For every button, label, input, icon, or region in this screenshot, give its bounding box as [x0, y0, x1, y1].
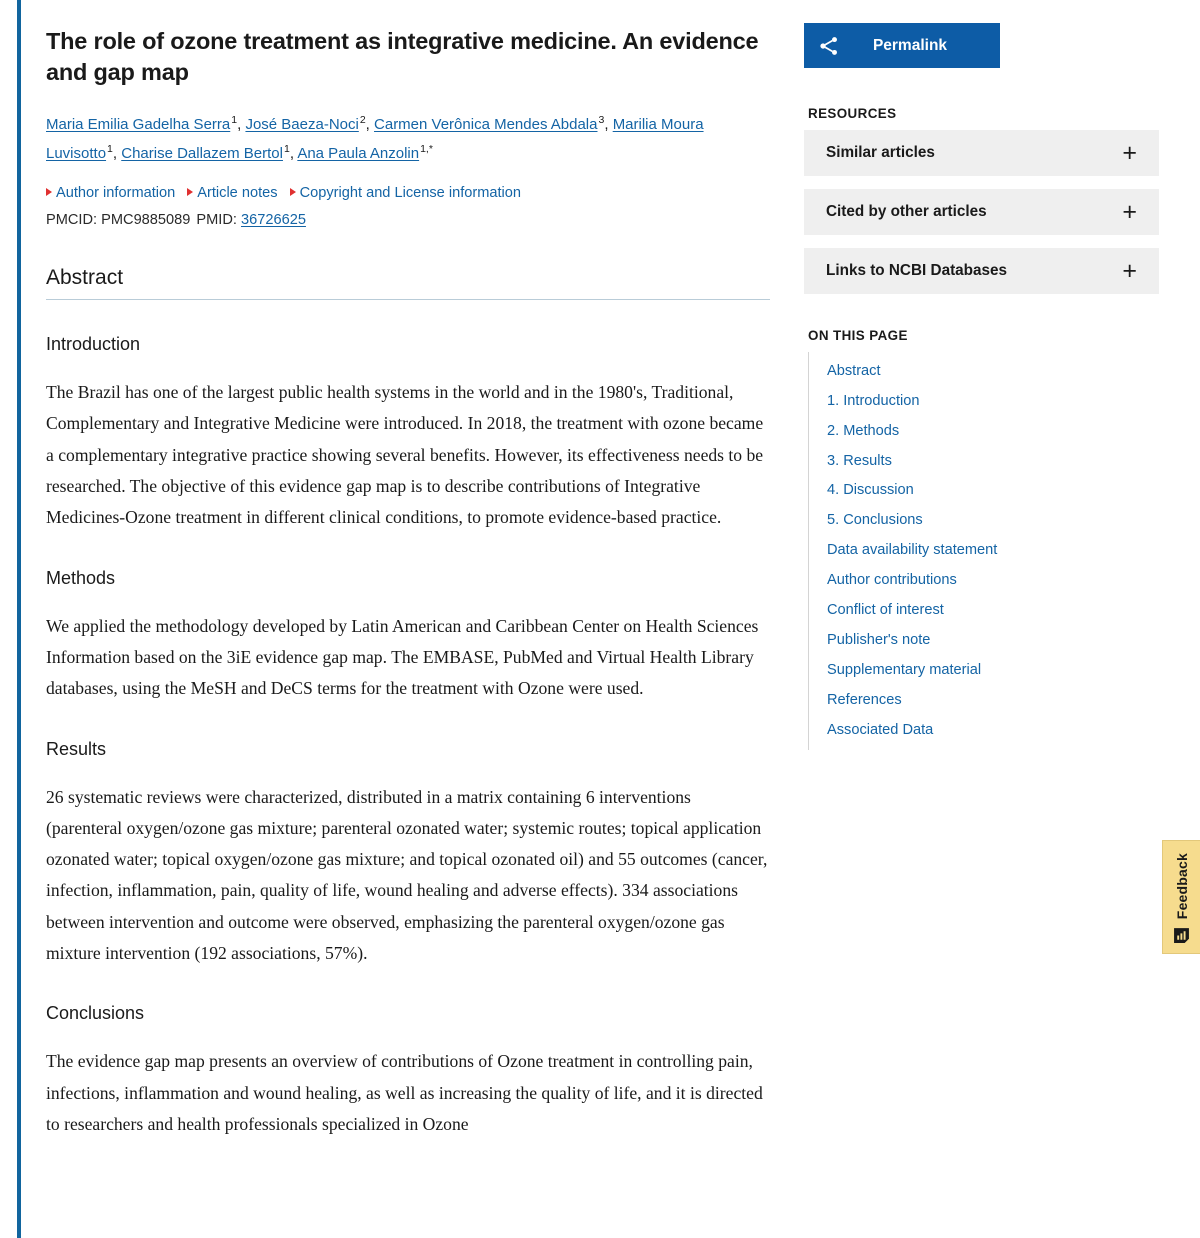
- author-affiliation-marker: 1: [231, 114, 238, 127]
- author-link[interactable]: Carmen Verônica Mendes Abdala: [374, 116, 598, 134]
- author-affiliation-marker: 3: [598, 114, 605, 127]
- triangle-right-icon: [290, 188, 296, 196]
- permalink-button[interactable]: [804, 23, 1000, 68]
- resource-label: Links to NCBI Databases: [826, 262, 1008, 279]
- pmcid-value: PMC9885089: [101, 212, 191, 229]
- sidebar-column: [790, 0, 1200, 1238]
- toc-item-conflict-of-interest[interactable]: Conflict of interest: [827, 602, 944, 619]
- resource-label: Similar articles: [826, 144, 935, 161]
- author-link[interactable]: Marilia Moura Luvisotto: [46, 116, 704, 163]
- author-list: [46, 110, 770, 169]
- author-information-label: Author information: [56, 184, 176, 201]
- toc-item-methods[interactable]: 2. Methods: [827, 422, 900, 439]
- section-heading-methods: Methods: [46, 567, 116, 588]
- copyright-license-label: Copyright and License information: [299, 184, 522, 201]
- toc-item-results[interactable]: 3. Results: [827, 452, 892, 469]
- author-separator: ,: [604, 116, 609, 134]
- author-affiliation-marker: 1: [107, 143, 113, 156]
- toc-item-abstract[interactable]: Abstract: [827, 362, 881, 379]
- author-link[interactable]: Ana Paula Anzolin: [297, 145, 420, 163]
- on-this-page-heading: ON THIS PAGE: [808, 328, 908, 343]
- section-body-introduction: The Brazil has one of the largest public health systems in the world and in the 1980's, Traditional, Complementary and Integrative Medicine were introduced. In 2018, the treatment with ozone became a complementary integrative practice showing several benefits. However, its effectiveness needs to be researched. The objective of this evidence gap map is to describe contributions of Integrative Medicines-Ozone treatment in different clinical conditions, to promote evidence-based practice.: [46, 382, 764, 528]
- toc-item-publishers-note[interactable]: Publisher's note: [827, 632, 931, 649]
- table-of-contents: [808, 352, 1180, 750]
- toc-item-data-availability-statement[interactable]: Data availability statement: [827, 542, 998, 559]
- pmid-label: PMID:: [196, 212, 237, 229]
- pmcid-label: PMCID:: [46, 212, 98, 229]
- author-entry: [374, 116, 609, 133]
- author-affiliation-marker: 1,*: [420, 143, 433, 156]
- plus-icon: +: [1122, 138, 1137, 167]
- pmid-link[interactable]: 36726625: [241, 212, 306, 229]
- toc-item-conclusions[interactable]: 5. Conclusions: [827, 512, 923, 529]
- article-notes-label: Article notes: [197, 184, 278, 201]
- toc-item-associated-data[interactable]: Associated Data: [827, 722, 934, 739]
- triangle-right-icon: [187, 188, 193, 196]
- author-entry: [245, 116, 369, 133]
- plus-icon: +: [1122, 256, 1137, 285]
- section-body-conclusions: The evidence gap map presents an overview of contributions of Ozone treatment in controlling pain, infections, inflammation and wound healing, as well as increasing the quality of life, and it is directed to researchers and health professionals specialized in Ozone: [46, 1051, 763, 1135]
- author-separator: ,: [112, 145, 118, 163]
- section-heading-conclusions: Conclusions: [46, 1003, 145, 1024]
- author-separator: ,: [237, 116, 242, 134]
- toc-item-supplementary-material[interactable]: Supplementary material: [827, 662, 982, 679]
- author-entry: [46, 116, 241, 133]
- bar-chart-icon: [1173, 927, 1190, 944]
- resource-item-similar-articles[interactable]: [804, 130, 1159, 176]
- toc-item-author-contributions[interactable]: Author contributions: [827, 572, 957, 589]
- triangle-right-icon: [46, 188, 52, 196]
- abstract-heading: Abstract: [46, 266, 770, 300]
- author-separator: ,: [289, 145, 294, 163]
- resource-item-cited-by[interactable]: [804, 189, 1159, 235]
- share-icon: [818, 35, 840, 57]
- article-notes-link[interactable]: [187, 185, 277, 203]
- permalink-label: Permalink: [872, 36, 948, 54]
- resources-heading: RESOURCES: [808, 106, 897, 121]
- toc-item-introduction[interactable]: 1. Introduction: [827, 392, 920, 409]
- toc-item-references[interactable]: References: [827, 692, 902, 709]
- author-link[interactable]: Maria Emilia Gadelha Serra: [46, 116, 231, 134]
- toc-item-discussion[interactable]: 4. Discussion: [827, 482, 914, 499]
- author-affiliation-marker: 1: [283, 143, 290, 156]
- identifier-line: [46, 212, 770, 228]
- author-entry: [121, 145, 294, 162]
- author-information-link[interactable]: [46, 185, 175, 203]
- resource-label: Cited by other articles: [826, 203, 987, 220]
- feedback-label: Feedback: [1173, 853, 1190, 920]
- section-body-methods: We applied the methodology developed by Latin American and Caribbean Center on Health Sciences Information based on the 3iE evidence gap map. The EMBASE, PubMed and Virtual Health Library databases, using the MeSH and DeCS terms for the treatment with Ozone were used.: [46, 615, 759, 699]
- author-separator: ,: [365, 116, 370, 134]
- section-heading-results: Results: [46, 738, 107, 759]
- section-heading-introduction: Introduction: [46, 334, 141, 355]
- author-link[interactable]: José Baeza-Noci: [245, 116, 359, 134]
- author-entry: [297, 145, 433, 162]
- plus-icon: +: [1122, 197, 1137, 226]
- article-meta-links: [46, 185, 770, 203]
- author-affiliation-marker: 2: [359, 114, 366, 127]
- feedback-tab[interactable]: [1162, 840, 1200, 954]
- section-body-results: 26 systematic reviews were characterized, distributed in a matrix containing 6 interventions (parenteral oxygen/ozone gas mixture; parenteral ozonated water; systemic routes; topical application ozonated water; topical oxygen/ozone gas mixture; and topical ozonated oil) and 55 outcomes (cancer, infection, inflammation, pain, quality of life, wound healing and adverse effects). 334 associations between intervention and outcome were observed, emphasizing the parenteral oxygen/ozone gas mixture intervention (192 associations, 57%).: [46, 786, 768, 964]
- author-link[interactable]: Charise Dallazem Bertol: [121, 145, 283, 163]
- copyright-license-link[interactable]: [290, 185, 521, 203]
- resource-item-ncbi-databases[interactable]: [804, 248, 1159, 294]
- page-title: The role of ozone treatment as integrative medicine. An evidence and gap map: [46, 28, 759, 86]
